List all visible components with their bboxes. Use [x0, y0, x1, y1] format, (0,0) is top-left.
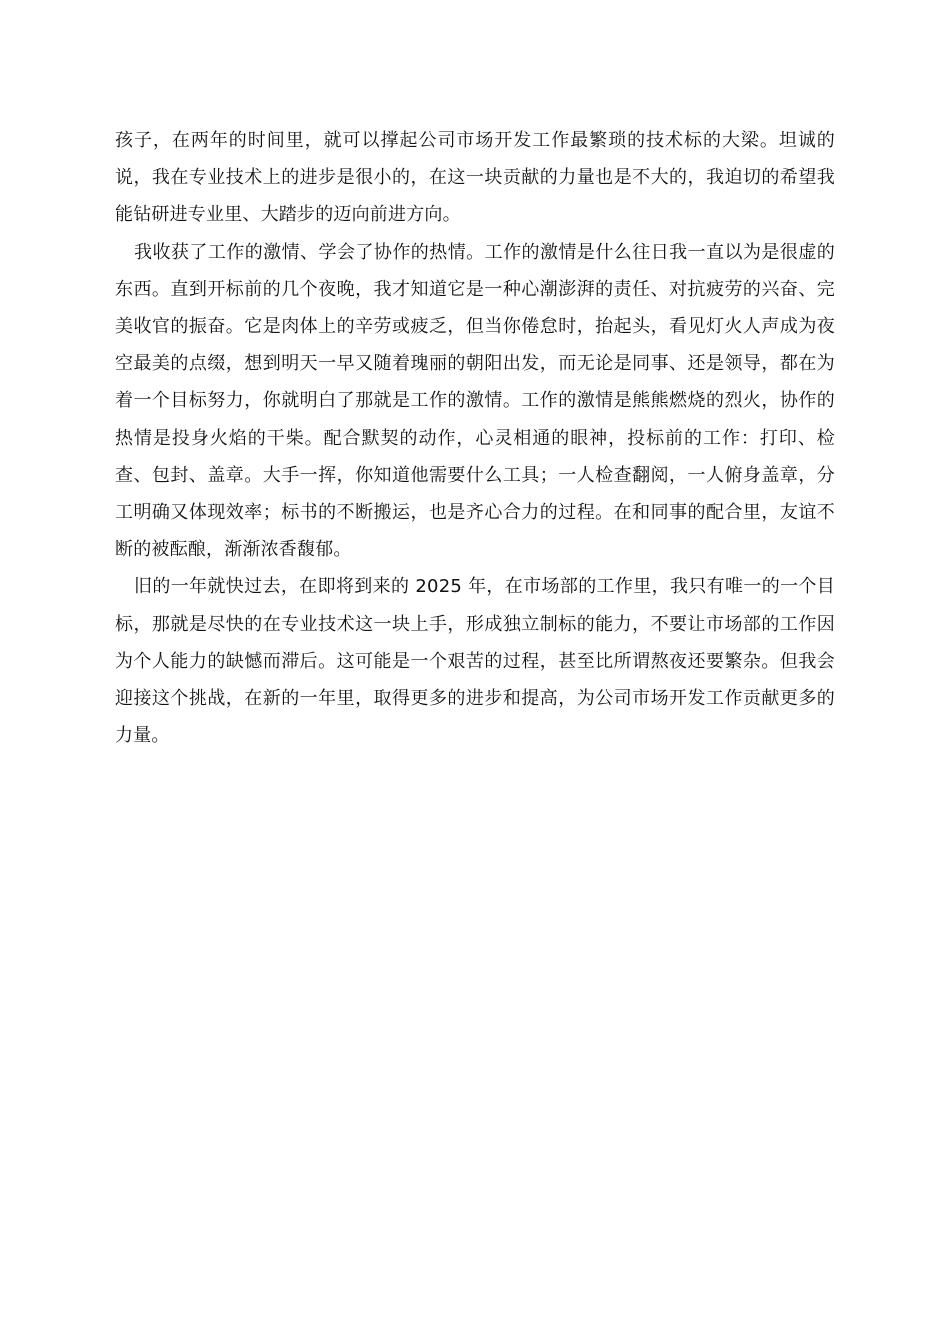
document-body — [115, 122, 835, 754]
paragraph-2: 我收获了工作的激情、学会了协作的热情。工作的激情是什么往日我一直以为是很虚的东西。直到开标前的几个夜晚，我才知道它是一种心潮澎湃的责任、对抗疲劳的兴奋、完美收官的振奋。它是肉体上的辛劳或疲乏，但当你倦怠时，抬起头，看见灯火人声成为夜空最美的点缀，想到明天一早又随着瑰丽的朝阳出发，而无论是同事、还是领导，都在为着一个目标努力，你就明白了那就是工作的激情。工作的激情是熊熊燃烧的烈火，协作的热情是投身火焰的干柴。配合默契的动作，心灵相通的眼神，投标前的工作：打印、检查、包封、盖章。大手一挥，你知道他需要什么工具；一人检查翻阅，一人俯身盖章，分工明确又体现效率；标书的不断搬运，也是齐心合力的过程。在和同事的配合里，友谊不断的被酝酿，渐渐浓香馥郁。 — [115, 241, 835, 561]
paragraph-3: 旧的一年就快过去，在即将到来的 2025 年，在市场部的工作里，我只有唯一的一个目标，那就是尽快的在专业技术这一块上手，形成独立制标的能力，不要让市场部的工作因为个人能力的缺憾而滞后。这可能是一个艰苦的过程，甚至比所谓熬夜还要繁杂。但我会迎接这个挑战，在新的一年里，取得更多的进步和提高，为公司市场开发工作贡献更多的力量。 — [115, 576, 835, 747]
paragraph-1: 孩子，在两年的时间里，就可以撑起公司市场开发工作最繁琐的技术标的大梁。坦诚的说，我在专业技术上的进步是很小的，在这一块贡献的力量也是不大的，我迫切的希望我能钻研进专业里、大踏步的迈向前进方向。 — [115, 130, 835, 226]
